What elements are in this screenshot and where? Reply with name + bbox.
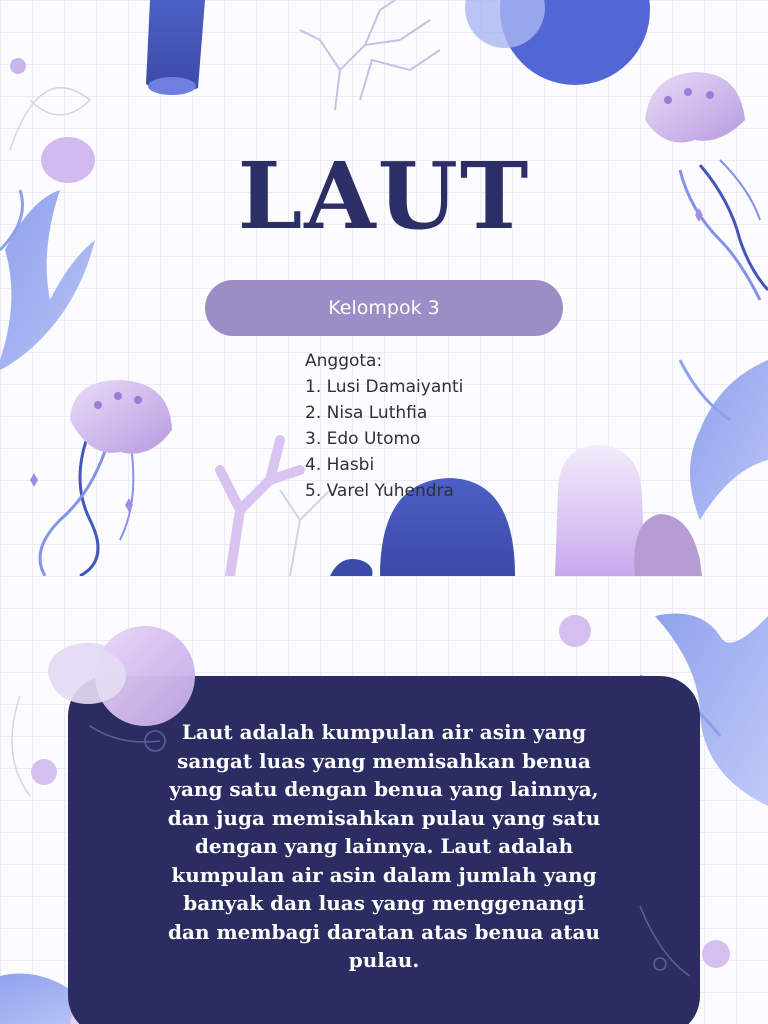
definition-slide <box>0 576 768 1024</box>
page-title: LAUT <box>237 142 531 250</box>
coral-icon <box>220 440 300 576</box>
group-label: Kelompok 3 <box>328 297 440 319</box>
tube-rock-icon <box>146 0 205 95</box>
group-label-badge <box>205 280 563 336</box>
definition-paragraph: Laut adalah kumpulan air asin yang sangat luas yang memisahkan benua yang satu dengan benua yang lainnya, dan juga memisahkan pulau yang satu dengan yang lainnya. Laut adalah kumpulan air asin dalam jumlah yang banyak dan luas yang menggenangi dan membagi daratan atas benua atau pulau. <box>167 720 601 972</box>
bubble-icon <box>10 58 26 74</box>
jellyfish-icon <box>40 380 172 576</box>
member-item: 2. Nisa Luthfia <box>305 403 428 423</box>
member-item: 3. Edo Utomo <box>305 429 421 449</box>
member-item: 4. Hasbi <box>305 455 375 475</box>
member-item: 1. Lusi Damaiyanti <box>305 377 464 397</box>
seaweed-icon <box>680 360 768 520</box>
coral-icon <box>300 0 440 110</box>
member-item: 5. Varel Yuhendra <box>305 481 454 501</box>
members-heading: Anggota: <box>305 351 383 371</box>
rock-icon <box>555 445 645 576</box>
members-list <box>305 348 463 504</box>
